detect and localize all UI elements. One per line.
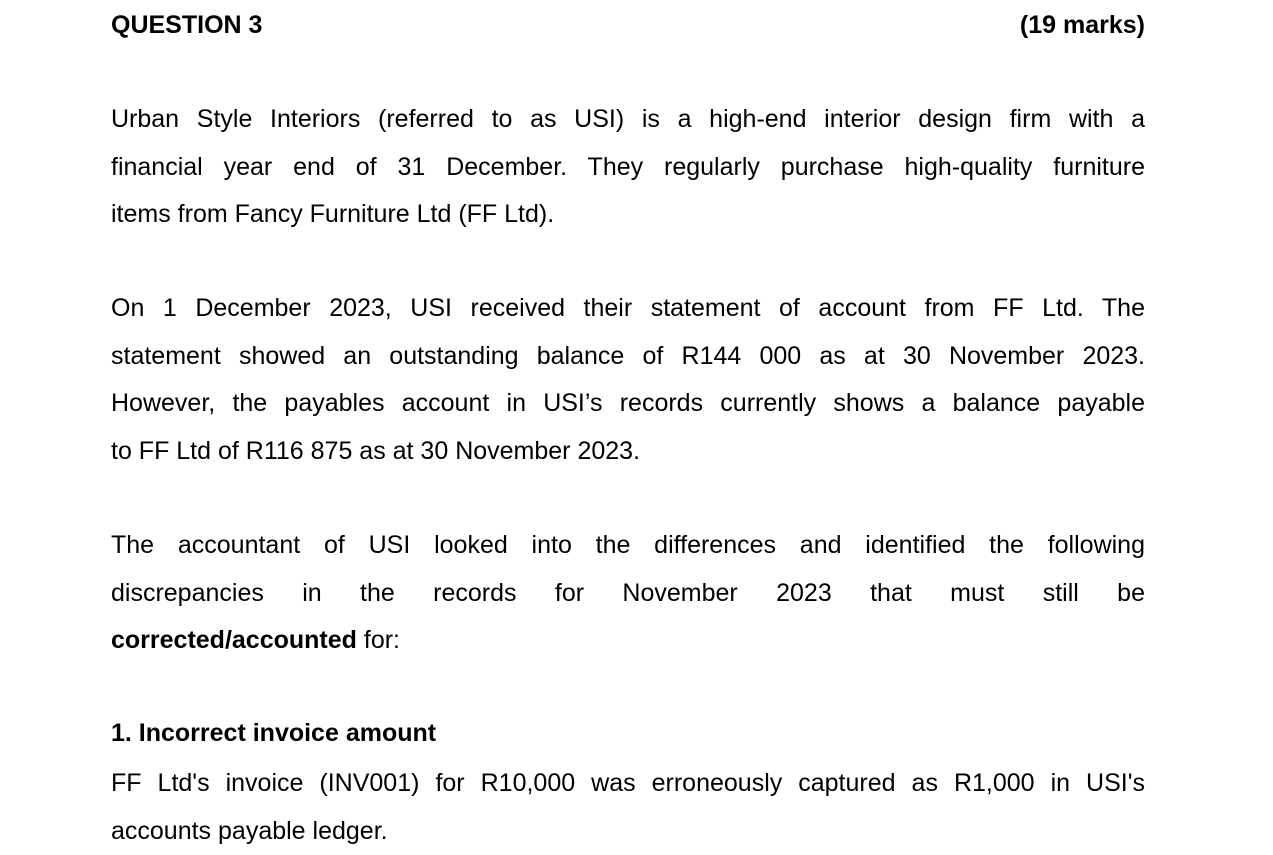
- paragraph-line: to FF Ltd of R116 875 as at 30 November 2023.: [111, 428, 1145, 476]
- statement-paragraph: [111, 285, 1145, 475]
- paragraph-line: accounts payable ledger.: [111, 808, 1145, 855]
- intro-paragraph: [111, 96, 1145, 239]
- question-title: QUESTION 3: [111, 11, 262, 40]
- item-1-paragraph: [111, 760, 1145, 855]
- paragraph-text: for:: [357, 626, 400, 654]
- question-marks: (19 marks): [1020, 11, 1145, 40]
- emphasis-text: corrected/accounted: [111, 626, 357, 654]
- question-header: [111, 8, 1145, 42]
- paragraph-line: statement showed an outstanding balance of R144 000 as at 30 November 2023.: [111, 333, 1145, 381]
- paragraph-line: On 1 December 2023, USI received their statement of account from FF Ltd. The: [111, 285, 1145, 333]
- paragraph-line: The accountant of USI looked into the differences and identified the following: [111, 522, 1145, 570]
- paragraph-line: However, the payables account in USI’s records currently shows a balance payable: [111, 380, 1145, 428]
- item-1-heading: 1. Incorrect invoice amount: [111, 719, 436, 748]
- discrepancies-paragraph: [111, 522, 1145, 665]
- paragraph-line: financial year end of 31 December. They regularly purchase high-quality furniture: [111, 144, 1145, 192]
- paragraph-line: Urban Style Interiors (referred to as USI) is a high-end interior design firm with a: [111, 96, 1145, 144]
- paragraph-line: discrepancies in the records for November 2023 that must still be: [111, 570, 1145, 618]
- paragraph-line: FF Ltd's invoice (INV001) for R10,000 was erroneously captured as R1,000 in USI's: [111, 760, 1145, 808]
- paragraph-line: items from Fancy Furniture Ltd (FF Ltd).: [111, 191, 1145, 239]
- paragraph-line: [111, 617, 1145, 665]
